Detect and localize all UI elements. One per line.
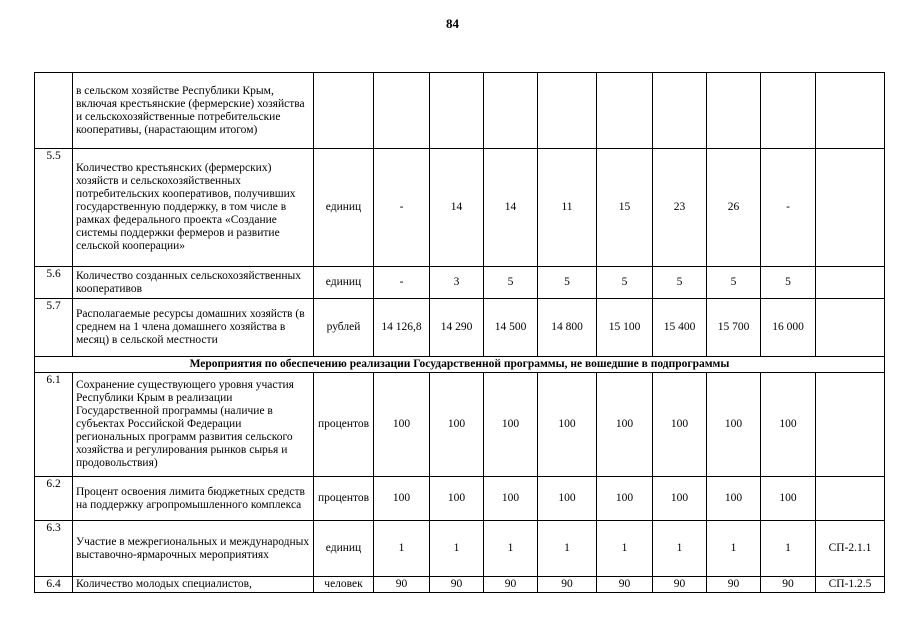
table-row: [35, 73, 885, 149]
row-number: 6.1: [35, 373, 73, 477]
value-cell: 90: [484, 577, 538, 593]
table-row: [35, 577, 885, 593]
value-cell: 11: [538, 149, 597, 267]
value-cell: [707, 73, 761, 149]
indicator-label: Участие в межрегиональных и международных выставочно-ярмарочных мероприятиях: [73, 521, 314, 577]
value-cell: 100: [538, 477, 597, 521]
value-cell: 1: [653, 521, 707, 577]
value-cell: 14 126,8: [374, 299, 430, 357]
indicator-label: Располагаемые ресурсы домашних хозяйств (в среднем на 1 члена домашнего хозяйства в месяц) в сельской местности: [73, 299, 314, 357]
row-number: 5.6: [35, 267, 73, 299]
value-cell: 1: [484, 521, 538, 577]
table-row: [35, 267, 885, 299]
unit-cell: единиц: [314, 149, 374, 267]
value-cell: 26: [707, 149, 761, 267]
value-cell: 100: [653, 477, 707, 521]
value-cell: 90: [707, 577, 761, 593]
indicator-label: Количество молодых специалистов,: [73, 577, 314, 593]
value-cell: 90: [597, 577, 653, 593]
value-cell: 100: [653, 373, 707, 477]
value-cell: 14 290: [430, 299, 484, 357]
value-cell: 5: [484, 267, 538, 299]
value-cell: 14 800: [538, 299, 597, 357]
table-row: [35, 149, 885, 267]
value-cell: -: [374, 149, 430, 267]
unit-cell: единиц: [314, 267, 374, 299]
table-row: [35, 299, 885, 357]
value-cell: 90: [653, 577, 707, 593]
value-cell: [430, 73, 484, 149]
value-cell: 100: [374, 373, 430, 477]
table-row: [35, 521, 885, 577]
value-cell: 1: [374, 521, 430, 577]
row-number: 5.5: [35, 149, 73, 267]
value-cell: 100: [707, 477, 761, 521]
value-cell: 90: [761, 577, 816, 593]
value-cell: 90: [430, 577, 484, 593]
value-cell: 1: [597, 521, 653, 577]
reference-cell: [816, 477, 885, 521]
reference-cell: [816, 267, 885, 299]
value-cell: 15 700: [707, 299, 761, 357]
section-title: Мероприятия по обеспечению реализации Государственной программы, не вошедшие в подпрограммы: [35, 357, 885, 373]
value-cell: 100: [761, 373, 816, 477]
value-cell: 5: [597, 267, 653, 299]
indicator-label: в сельском хозяйстве Республики Крым, включая крестьянские (фермерские) хозяйства и сельскохозяйственные потребительские кооперативы, (нарастающим итогом): [73, 73, 314, 149]
table-row: [35, 477, 885, 521]
value-cell: 15 400: [653, 299, 707, 357]
value-cell: 5: [538, 267, 597, 299]
value-cell: 100: [484, 477, 538, 521]
value-cell: [374, 73, 430, 149]
value-cell: -: [374, 267, 430, 299]
value-cell: 1: [707, 521, 761, 577]
value-cell: 5: [707, 267, 761, 299]
value-cell: 100: [538, 373, 597, 477]
value-cell: 14: [430, 149, 484, 267]
value-cell: 100: [597, 477, 653, 521]
section-row: [35, 357, 885, 373]
unit-cell: [314, 73, 374, 149]
value-cell: 3: [430, 267, 484, 299]
indicator-label: Процент освоения лимита бюджетных средств на поддержку агропромышленного комплекса: [73, 477, 314, 521]
reference-cell: [816, 73, 885, 149]
value-cell: 5: [761, 267, 816, 299]
value-cell: 15 100: [597, 299, 653, 357]
value-cell: 100: [430, 477, 484, 521]
indicator-label: Количество крестьянских (фермерских) хозяйств и сельскохозяйственных потребительских кооперативов, получивших государственную поддержку, в том числе в рамках федерального проекта «Создание системы поддержки фермеров и развитие сельской кооперации»: [73, 149, 314, 267]
value-cell: 1: [430, 521, 484, 577]
reference-cell: [816, 149, 885, 267]
indicator-label: Количество созданных сельскохозяйственных кооперативов: [73, 267, 314, 299]
value-cell: 100: [484, 373, 538, 477]
value-cell: 100: [761, 477, 816, 521]
value-cell: 100: [430, 373, 484, 477]
value-cell: 1: [538, 521, 597, 577]
value-cell: [597, 73, 653, 149]
value-cell: 100: [707, 373, 761, 477]
unit-cell: процентов: [314, 477, 374, 521]
indicator-label: Сохранение существующего уровня участия Республики Крым в реализации Государственной программы (наличие в субъектах Российской Федерации региональных программ развития сельского хозяйства и регулирования рынков сырья и продовольствия): [73, 373, 314, 477]
row-number: [35, 73, 73, 149]
value-cell: 16 000: [761, 299, 816, 357]
reference-cell: [816, 299, 885, 357]
value-cell: 15: [597, 149, 653, 267]
value-cell: 1: [761, 521, 816, 577]
row-number: 6.3: [35, 521, 73, 577]
row-number: 6.2: [35, 477, 73, 521]
page-number: 84: [446, 16, 459, 31]
value-cell: [484, 73, 538, 149]
reference-cell: [816, 373, 885, 477]
value-cell: 90: [374, 577, 430, 593]
value-cell: [761, 73, 816, 149]
value-cell: [538, 73, 597, 149]
value-cell: 5: [653, 267, 707, 299]
row-number: 6.4: [35, 577, 73, 593]
indicators-table: [34, 72, 885, 593]
reference-cell: СП-1.2.5: [816, 577, 885, 593]
table-row: [35, 373, 885, 477]
unit-cell: человек: [314, 577, 374, 593]
value-cell: 100: [374, 477, 430, 521]
value-cell: 90: [538, 577, 597, 593]
value-cell: -: [761, 149, 816, 267]
value-cell: 14: [484, 149, 538, 267]
value-cell: [653, 73, 707, 149]
unit-cell: рублей: [314, 299, 374, 357]
row-number: 5.7: [35, 299, 73, 357]
value-cell: 23: [653, 149, 707, 267]
value-cell: 100: [597, 373, 653, 477]
unit-cell: процентов: [314, 373, 374, 477]
value-cell: 14 500: [484, 299, 538, 357]
reference-cell: СП-2.1.1: [816, 521, 885, 577]
unit-cell: единиц: [314, 521, 374, 577]
